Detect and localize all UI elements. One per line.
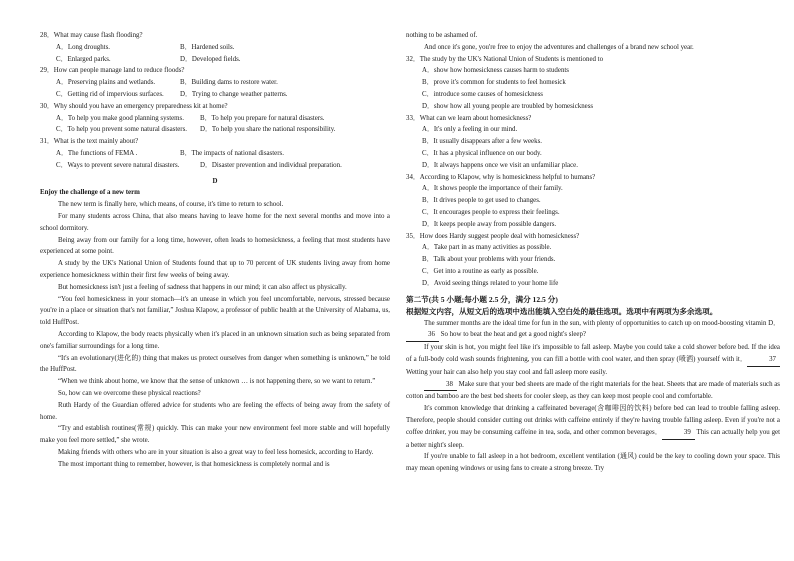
option-28a: A．Long droughts. bbox=[56, 43, 110, 51]
continued-line: nothing to be ashamed of. bbox=[406, 32, 478, 39]
paragraph: The summer months are the ideal time for fun in the sun, with plenty of opportunities to catch up on mood-boosting vitamin D．36 So how to beat the heat and get a good night's sleep? bbox=[406, 318, 780, 343]
paragraph: It's common knowledge that drinking a caffeinated beverage(含咖啡因的饮料) before bed can lead to trouble falling asleep. Therefore, people should consider cutting out drinks with caffeine entirely if they're having trouble falling asleep. Even if you're not a coffee drinker, you may be consuming caffeine in tea, soda, and other common beverages． 39 This can actually help you get a better night's sleep. bbox=[406, 405, 781, 449]
option-31b: B．The impacts of national disasters. bbox=[180, 149, 284, 157]
option-34a: A．It shows people the importance of their family. bbox=[422, 185, 563, 193]
question-30: 30．Why should you have an emergency preparedness kit at home? bbox=[40, 102, 228, 110]
section-2-title: 第二节(共 5 小题;每小题 2.5 分，满分 12.5 分) bbox=[406, 294, 558, 304]
option-28d: D．Developed fields. bbox=[180, 55, 241, 63]
paragraph: Ruth Hardy of the Guardian offered advice for students who are feeling the effects of being away from the safety of home. bbox=[40, 401, 390, 421]
option-34b: B．It drives people to get used to changes. bbox=[422, 197, 541, 205]
option-35d: D．Avoid seeing things related to your home life bbox=[422, 279, 559, 287]
question-34: 34．According to Klapow, why is homesickness helpful to humans? bbox=[406, 173, 596, 181]
option-33c: C．It has a physical influence on our body. bbox=[422, 149, 542, 157]
paragraph: But homesickness isn't just a feeling of sadness that happens in our mind; it can also affect us physically. bbox=[58, 283, 347, 291]
option-28b: B．Hardened soils. bbox=[180, 43, 235, 51]
option-34d: D．It keeps people away from possible dangers. bbox=[422, 220, 557, 228]
paragraph: Making friends with others who are in your situation is also a great way to feel less homesick, according to Hardy. bbox=[58, 448, 374, 456]
question-29: 29．How can people manage land to reduce floods? bbox=[40, 67, 185, 75]
question-31: 31．What is the text mainly about? bbox=[40, 138, 139, 146]
option-33a: A．It's only a feeling in our mind. bbox=[422, 126, 518, 134]
option-31c: C．Ways to prevent severe natural disasters. bbox=[56, 161, 180, 169]
section-letter: D bbox=[212, 177, 218, 185]
option-29c: C．Getting rid of impervious surfaces. bbox=[56, 90, 164, 98]
paragraph: For many students across China, that also means having to leave home for the next several months and move into a school dormitory. bbox=[40, 212, 390, 232]
passage-title: Enjoy the challenge of a new term bbox=[40, 189, 140, 197]
option-35b: B．Talk about your problems with your friends. bbox=[422, 256, 556, 264]
blank-38[interactable]: 38 bbox=[424, 379, 457, 392]
option-29a: A．Preserving plains and wetlands. bbox=[56, 79, 156, 87]
question-33: 33．What can we learn about homesickness? bbox=[406, 114, 532, 122]
blank-39[interactable]: 39 bbox=[662, 427, 695, 440]
option-33b: B．It usually disappears after a few weeks. bbox=[422, 138, 542, 146]
right-column bbox=[406, 30, 780, 475]
option-32a: A．show how homesickness causes harm to students bbox=[422, 67, 569, 75]
option-33d: D．It always happens once we visit an unfamiliar place. bbox=[422, 161, 578, 169]
paragraph: If your skin is hot, you might feel like it's impossible to fall asleep. Maybe you could take a cold shower before bed. If the idea of a full-body cold wash sounds frightening, you can fill a bottle with cool water, and then spray (喷洒) yourself with it． 37 Wetting your hair can also help you stay cool and fall asleep more easily. bbox=[406, 344, 780, 376]
paragraph: “You feel homesickness in your stomach—it's an unease in which you feel uncomfortable, nervous, stressed because you're in a place or situation that's not familiar,” Joshua Klapow, a professor of public health at the University of Alabama, us, told HuffPost. bbox=[40, 295, 390, 327]
paragraph: According to Klapow, the body reacts physically when it's placed in an unknown situation such as being separated from one's familiar surroundings for a long time. bbox=[40, 330, 390, 350]
option-32d: D．show how all young people are troubled by homesickness bbox=[422, 102, 594, 110]
section-2-instructions: 根据短文内容，从短文后的选项中选出能填入空白处的最佳选项。选项中有两项为多余选项。 bbox=[406, 306, 718, 316]
option-35c: C．Get into a routine as early as possible. bbox=[422, 267, 539, 275]
blank-37[interactable]: 37 bbox=[747, 354, 780, 367]
left-column bbox=[40, 30, 390, 470]
paragraph: “Try and establish routines(常规) quickly. This can make your new environment feel more stable and will hopefully make you feel more settled,” she wrote. bbox=[40, 425, 390, 445]
option-30d: D．To help you share the national responsibility. bbox=[200, 126, 336, 134]
question-35: 35．How does Hardy suggest people deal with homesickness? bbox=[406, 232, 580, 240]
option-30c: C．To help you prevent some natural disasters. bbox=[56, 126, 187, 134]
option-29d: D．Trying to change weather patterns. bbox=[180, 90, 288, 98]
paragraph: “It's an evolutionary(进化的) thing that makes us protect ourselves from danger when something is unknown,” he told the HuffPost. bbox=[40, 354, 390, 374]
paragraph: And once it's gone, you're free to enjoy the adventures and challenges of a brand new school year. bbox=[424, 43, 694, 51]
paragraph: So, how can we overcome these physical reactions? bbox=[58, 389, 201, 397]
option-35a: A．Take part in as many activities as possible. bbox=[422, 244, 552, 252]
option-28c: C．Enlarged parks. bbox=[56, 55, 111, 63]
paragraph: 38 Make sure that your bed sheets are made of the right materials for the heat. Sheets that are made of materials such as cotton and bamboo are the best bed sheets for cooler sleep, as they can keep most people cool and comfortable. bbox=[406, 380, 780, 401]
option-32c: C．introduce some causes of homesickness bbox=[422, 90, 543, 98]
option-29b: B．Building dams to restore water. bbox=[180, 79, 278, 87]
option-30a: A．To help you make good planning systems. bbox=[56, 114, 184, 122]
blank-36[interactable]: 36 bbox=[406, 329, 439, 342]
paragraph: The most important thing to remember, however, is that homesickness is completely normal and is bbox=[58, 460, 330, 468]
paragraph: The new term is finally here, which means, of course, it's time to return to school. bbox=[58, 201, 284, 209]
paragraph: Being away from our family for a long time, however, often leads to homesickness, a feeling that most students have experienced at some point. bbox=[40, 236, 390, 256]
paragraph: A study by the UK's National Union of Students found that up to 70 percent of UK students living away from home experience homesickness within their first few weeks of being away. bbox=[40, 260, 390, 279]
paragraph: If you're unable to fall asleep in a hot bedroom, excellent ventilation (通风) could be the key to cooling down your space. This may mean opening windows or using fans to create a strong breeze. Try bbox=[406, 453, 780, 473]
paragraph: “When we think about home, we know that the sense of unknown … is not happening there, so we want to return.” bbox=[58, 378, 376, 386]
option-32b: B．prove it's common for students to feel homesick bbox=[422, 79, 566, 87]
option-30b: B．To help you prepare for natural disasters. bbox=[200, 114, 325, 122]
question-28: 28．What may cause flash flooding? bbox=[40, 32, 143, 39]
option-34c: C．It encourages people to express their feelings. bbox=[422, 208, 560, 216]
question-32: 32．The study by the UK's National Union of Students is mentioned to bbox=[406, 55, 604, 63]
option-31d: D．Disaster prevention and individual preparation. bbox=[200, 161, 342, 169]
option-31a: A．The functions of FEMA . bbox=[56, 149, 138, 157]
